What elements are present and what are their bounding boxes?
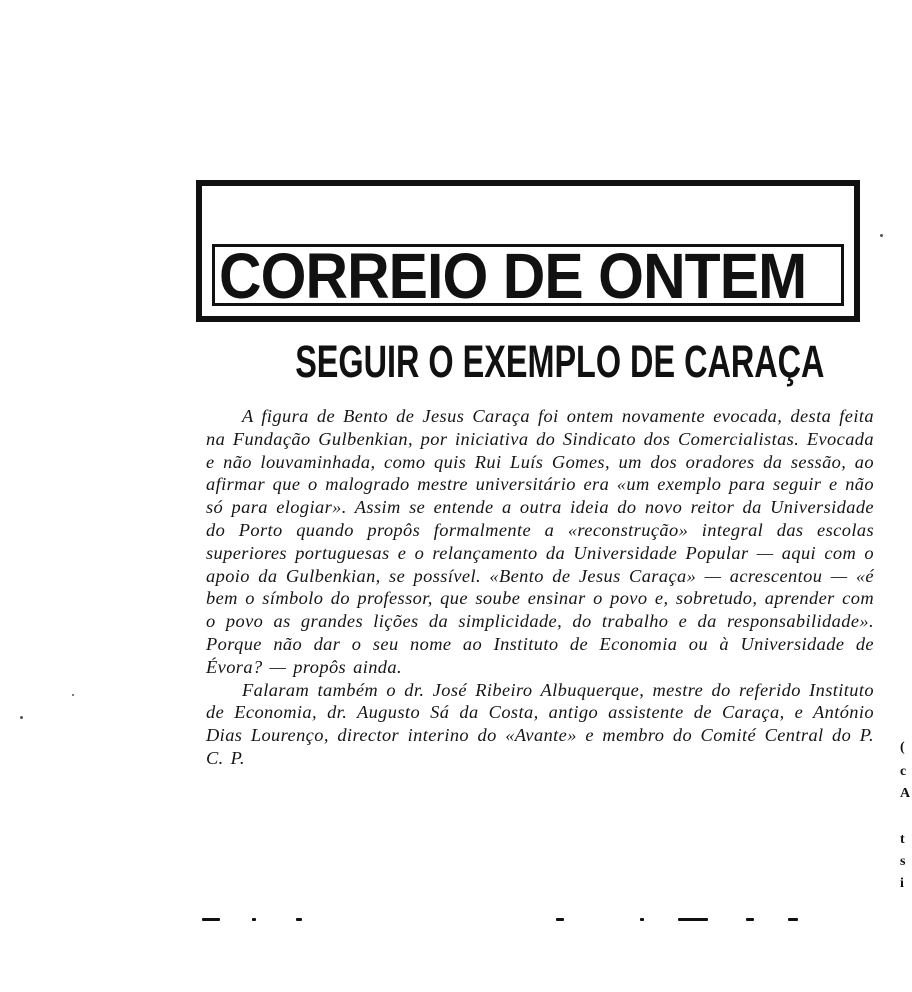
- article-paragraph: Falaram também o dr. José Ribeiro Albuquerque, mestre do referido Instituto de Economia, dr. Augusto Sá da Costa, antigo assistente de Caraça, e António Dias Lourenço, director interino do «Avante» e membro do Comité Central do P. C. P.: [206, 679, 874, 768]
- margin-mark: (: [900, 740, 905, 755]
- margin-mark: i: [900, 876, 904, 891]
- masthead-banner: [212, 244, 844, 306]
- margin-mark: s: [900, 854, 906, 869]
- margin-mark: A: [900, 786, 911, 801]
- scan-speck: [72, 694, 74, 696]
- ink-mark: [202, 918, 220, 921]
- margin-mark: t: [900, 832, 905, 847]
- adjacent-column-fragment: [896, 520, 912, 900]
- ink-mark: [556, 918, 564, 921]
- ink-mark: [678, 918, 708, 921]
- ink-mark: [296, 918, 302, 921]
- article-paragraph: A figura de Bento de Jesus Caraça foi ontem novamente evocada, desta feita na Fundação Gulbenkian, por iniciativa do Sindicato dos Comercialistas. Evocada e não louvaminhada, como quis Rui Luís Gomes, um dos oradores da sessão, ao afirmar que o malogrado mestre universitário era «um exemplo para seguir e não só para elogiar». Assim se entende a outra ideia do novo reitor da Universidade do Porto quando propôs formalmente a «reconstrução» integral das escolas superiores portuguesas e o relançamento da Universidade Popular — aqui com o apoio da Gulbenkian, se possível. «Bento de Jesus Caraça» — acrescentou — «é bem o símbolo do professor, que soube ensinar o povo e, sobretudo, aprender com o povo as grandes lições da simplicidade, do trabalho e da responsabilidade». Porque não dar o seu nome ao Instituto de Economia ou à Universidade de Évora? — propôs ainda.: [206, 406, 874, 677]
- margin-mark: c: [900, 764, 907, 779]
- ink-mark: [746, 918, 754, 921]
- article-headline: SEGUIR O EXEMPLO DE CARAÇA: [295, 336, 825, 387]
- masthead-title: CORREIO DE ONTEM: [219, 244, 807, 306]
- article-body: [206, 405, 874, 770]
- ink-mark: [788, 918, 798, 921]
- ink-mark: [640, 918, 644, 921]
- scan-speck: [880, 234, 883, 237]
- clipping-bottom-edge: [200, 918, 800, 928]
- ink-mark: [252, 918, 256, 921]
- masthead-frame: [196, 180, 860, 322]
- scan-speck: [20, 716, 23, 719]
